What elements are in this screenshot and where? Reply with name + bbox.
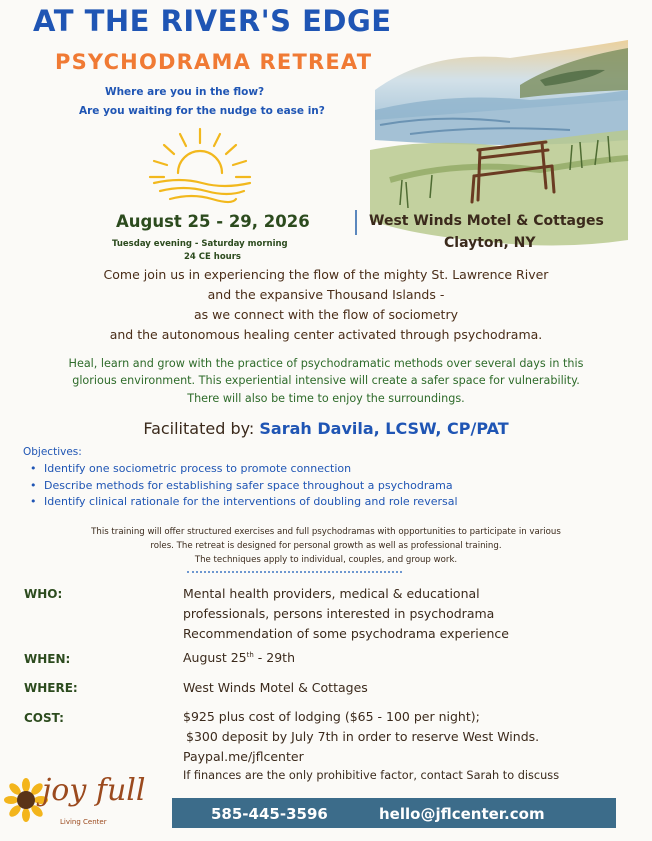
intro-line: and the expansive Thousand Islands - [207, 287, 445, 302]
divider [355, 210, 357, 235]
dotted-divider [187, 571, 402, 573]
tagline-question-1: Where are you in the flow? [105, 86, 265, 98]
phone-number[interactable]: 585-445-3596 [211, 805, 328, 823]
who-label: WHO: [24, 587, 63, 601]
when-sup: th [246, 650, 254, 659]
where-value: West Winds Motel & Cottages [183, 680, 368, 695]
tagline-question-2: Are you waiting for the nudge to ease in? [79, 105, 325, 117]
training-line: This training will offer structured exercises and full psychodramas with opportunities to participate in various [91, 527, 561, 537]
intro-line: Come join us in experiencing the flow of the mighty St. Lawrence River [103, 267, 549, 282]
where-label: WHERE: [24, 681, 78, 695]
venue-city: Clayton, NY [444, 235, 536, 251]
facilitator-line [0, 419, 652, 438]
who-line: Mental health providers, medical & educational [183, 586, 480, 601]
page-subtitle: PSYCHODRAMA RETREAT [55, 50, 373, 74]
paypal-link[interactable]: Paypal.me/jflcenter [183, 749, 304, 764]
when-start: August 25 [183, 650, 247, 665]
logo-wordmark: joy full [42, 773, 146, 808]
cost-label: COST: [24, 711, 64, 725]
training-line: The techniques apply to individual, couples, and group work. [194, 555, 458, 565]
training-line: roles. The retreat is designed for personal growth as well as professional training. [150, 541, 502, 551]
cost-line: $300 deposit by July 7th in order to reserve West Winds. [186, 729, 540, 744]
description-line: glorious environment. This experiential intensive will create a safer space for vulnerability. [72, 374, 580, 387]
cost-line: If finances are the only prohibitive factor, contact Sarah to discuss [183, 769, 560, 782]
objective-item: • Identify one sociometric process to promote connection [30, 461, 458, 478]
logo-tagline: Living Center [60, 818, 107, 826]
objectives-heading: Objectives: [23, 446, 82, 458]
objectives-list [30, 461, 458, 511]
objective-item: • Identify clinical rationale for the interventions of doubling and role reversal [30, 494, 458, 511]
description-line: Heal, learn and grow with the practice of psychodramatic methods over several days in this [68, 357, 584, 370]
intro-line: as we connect with the flow of sociometry [193, 307, 458, 322]
when-value [183, 650, 295, 665]
objective-item: • Describe methods for establishing safer space throughout a psychodrama [30, 478, 458, 495]
facilitator-label: Facilitated by: [143, 419, 255, 438]
ce-hours: 24 CE hours [184, 252, 241, 262]
email-link[interactable]: hello@jflcenter.com [379, 805, 545, 823]
when-label: WHEN: [24, 652, 71, 666]
description-line: There will also be time to enjoy the surroundings. [187, 392, 465, 405]
when-end: - 29th [253, 650, 295, 665]
event-dates: August 25 - 29, 2026 [116, 212, 310, 231]
who-line: professionals, persons interested in psychodrama [183, 606, 495, 621]
cost-line: $925 plus cost of lodging ($65 - 100 per night); [183, 709, 480, 724]
intro-line: and the autonomous healing center activated through psychodrama. [109, 327, 543, 342]
who-line: Recommendation of some psychodrama experience [183, 626, 509, 641]
event-days: Tuesday evening - Saturday morning [112, 239, 288, 249]
page-title: AT THE RIVER'S EDGE [33, 4, 392, 38]
sun-icon [140, 125, 260, 210]
facilitator-name: Sarah Davila, LCSW, CP/PAT [259, 419, 509, 438]
venue-name: West Winds Motel & Cottages [369, 213, 604, 229]
